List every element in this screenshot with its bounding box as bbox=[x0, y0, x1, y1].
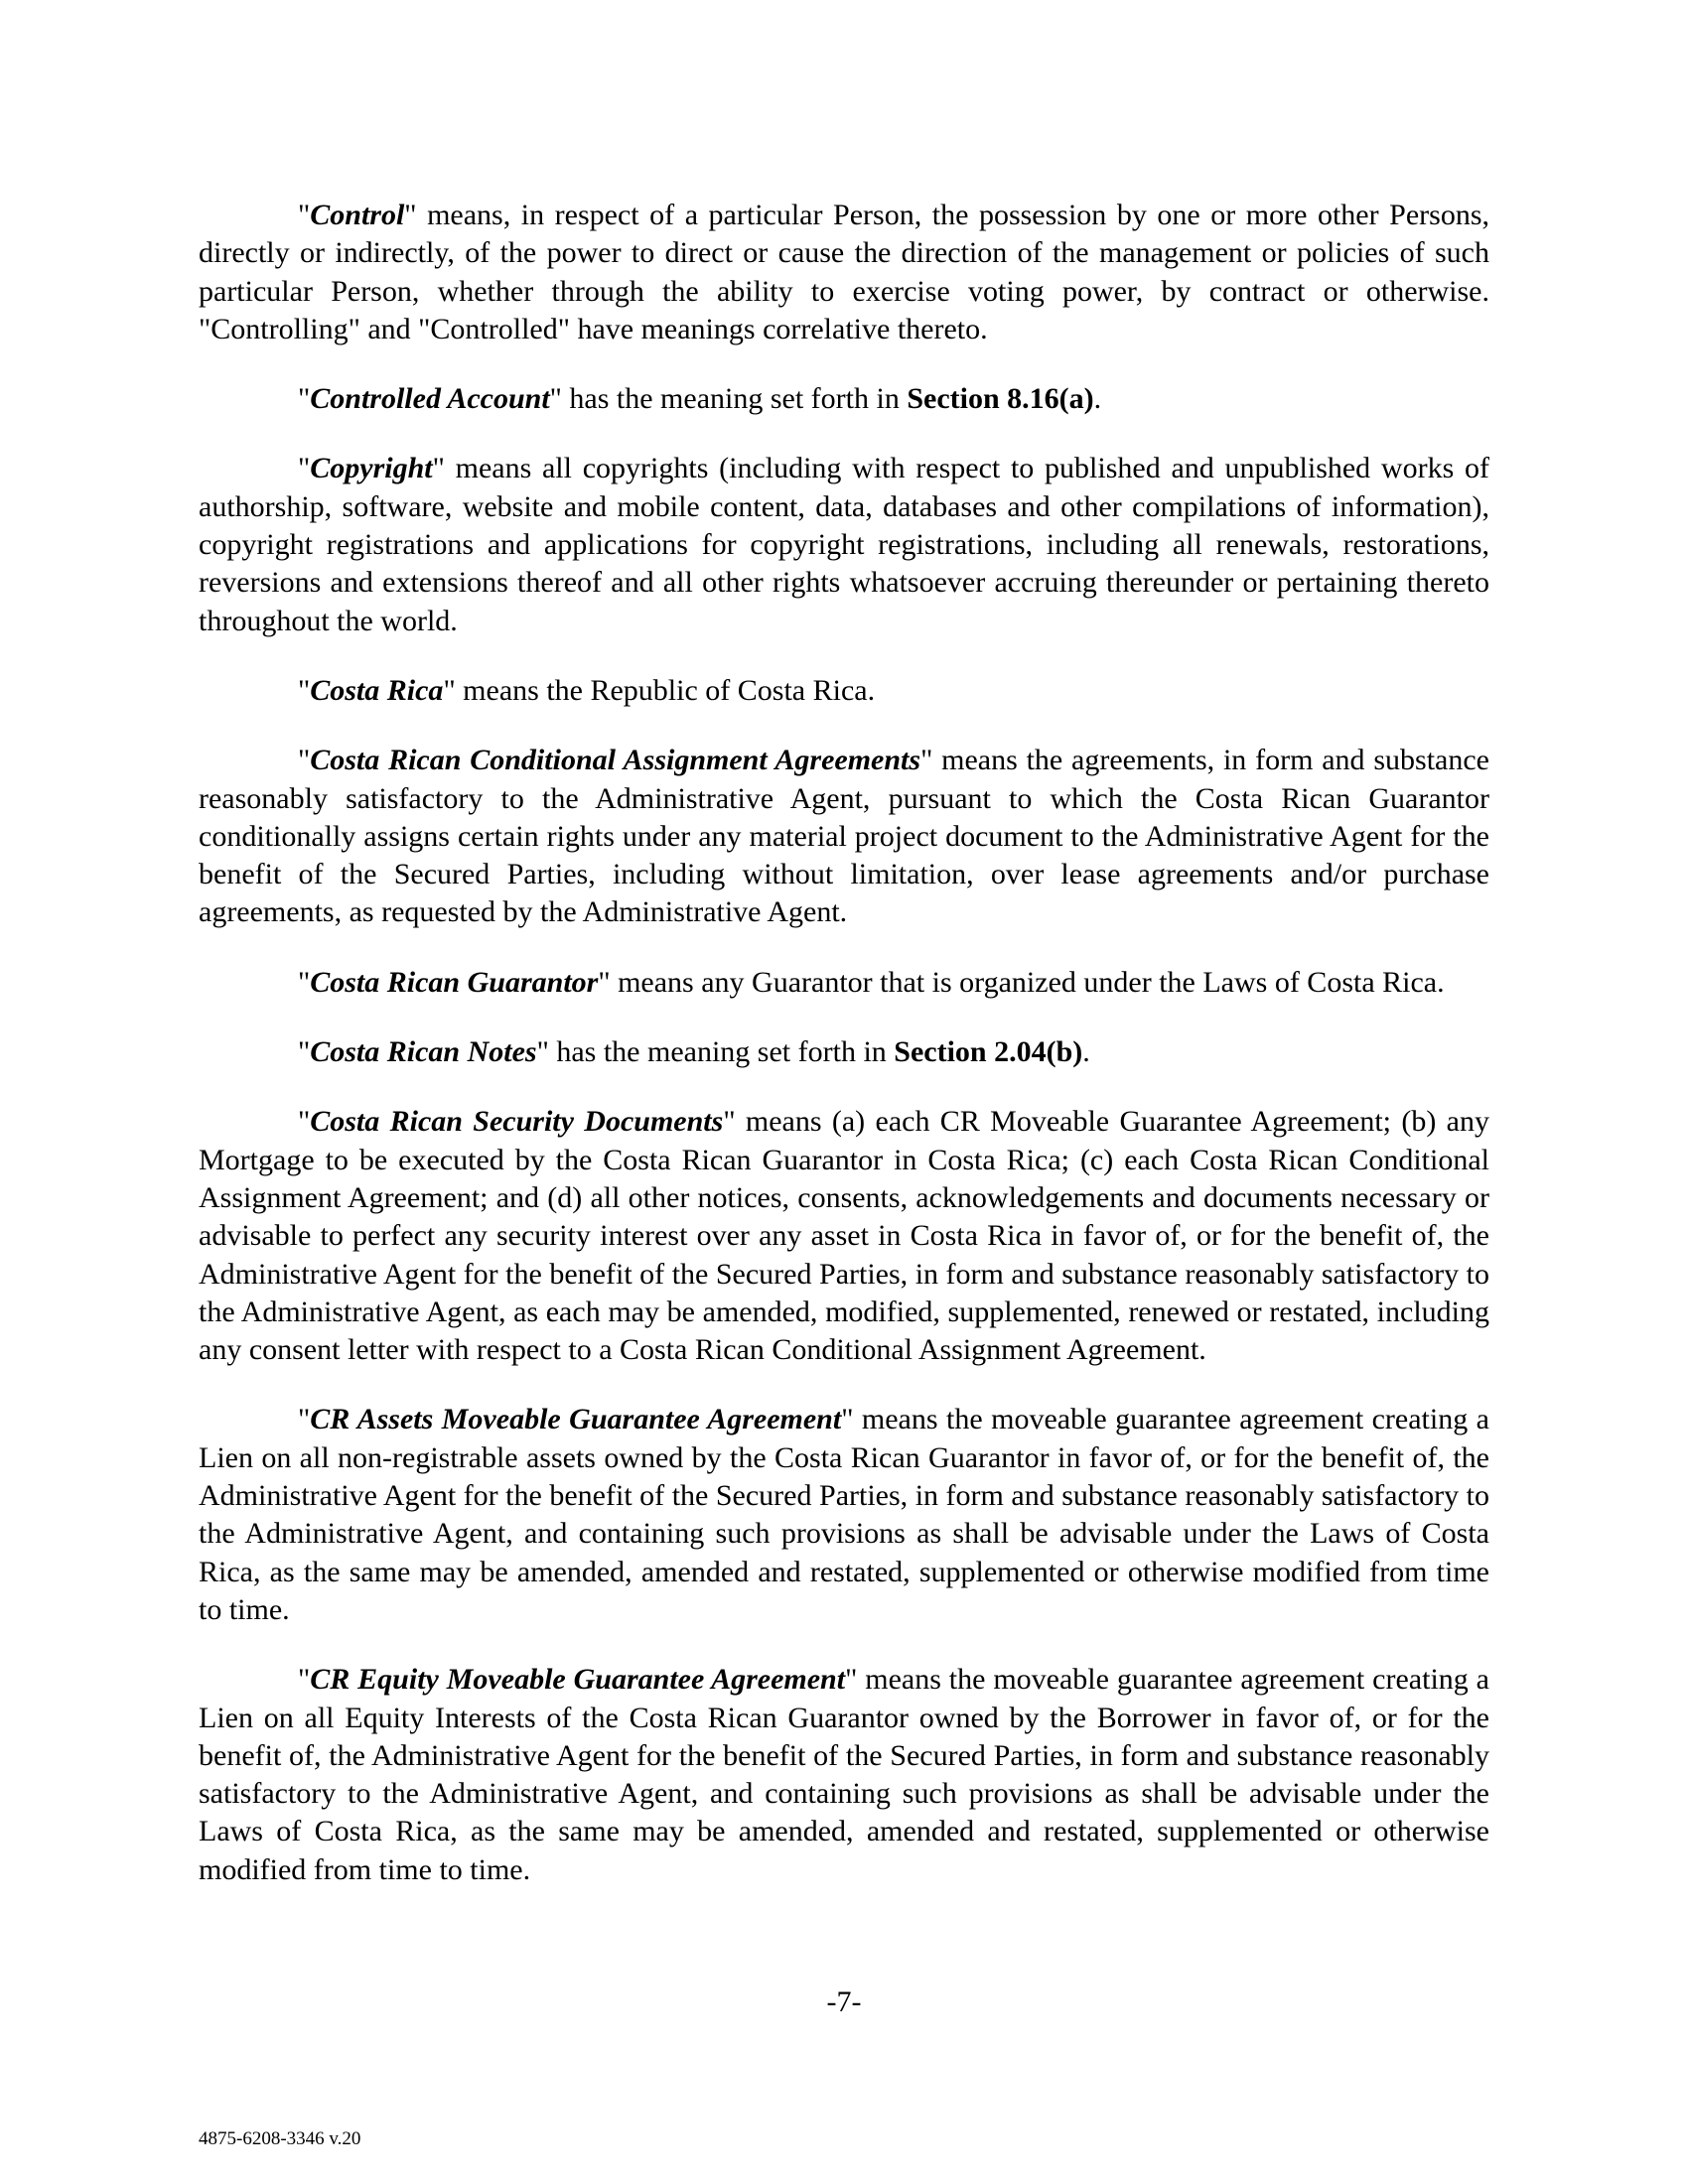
defined-term: Costa Rican Notes bbox=[310, 1035, 537, 1069]
definition-cr-equity-moveable-guarantee-agreement: "CR Equity Moveable Guarantee Agreement" means the moveable guarantee agreement creating a Lien on all Equity Interests of the Costa Rican Guarantor owned by the Borrower in favor of, or for the benefit of, the Administrative Agent for the benefit of the Secured Parties, in form and substance reasonably satisfactory to the Administrative Agent, and containing such provisions as shall be advisable under the Laws of Costa Rica, as the same may be amended, amended and restated, supplemented or otherwise modified from time to time. bbox=[199, 1663, 1489, 1886]
definition-costa-rica: "Costa Rica" means the Republic of Costa Rica. bbox=[298, 673, 876, 707]
defined-term: Costa Rica bbox=[310, 673, 444, 707]
defined-term: Costa Rican Security Documents bbox=[310, 1105, 724, 1139]
document-id: 4875-6208-3346 v.20 bbox=[199, 2128, 361, 2149]
definition-control: "Control" means, in respect of a particular Person, the possession by one or more other Persons, directly or indirectly, of the power to direct or cause the direction of the management or policies of such particular Person, whether through the ability to exercise voting power, by contract or otherwise. "Controlling" and "Controlled" have meanings correlative thereto. bbox=[199, 199, 1489, 345]
definition-copyright: "Copyright" means all copyrights (including with respect to published and unpublished works of authorship, software, website and mobile content, data, databases and other compilations of information), copyright registrations and applications for copyright registrations, including all renewals, restorations, reversions and extensions thereof and all other rights whatsoever accruing thereunder or pertaining thereto throughout the world. bbox=[199, 452, 1489, 637]
definition-costa-rican-guarantor: "Costa Rican Guarantor" means any Guarantor that is organized under the Laws of Costa Rica. bbox=[298, 965, 1445, 999]
defined-term: Copyright bbox=[310, 452, 433, 485]
definition-costa-rican-notes: "Costa Rican Notes" has the meaning set forth in Section 2.04(b). bbox=[298, 1035, 1090, 1069]
definition-controlled-account: "Controlled Account" has the meaning set forth in Section 8.16(a). bbox=[298, 382, 1102, 416]
section-reference: Section 2.04(b) bbox=[894, 1035, 1083, 1069]
defined-term: CR Assets Moveable Guarantee Agreement bbox=[310, 1403, 842, 1436]
defined-term: Costa Rican Conditional Assignment Agreements bbox=[310, 744, 921, 777]
definitions-list bbox=[199, 197, 1489, 1921]
defined-term: Control bbox=[310, 199, 405, 231]
page-number: -7- bbox=[826, 1985, 862, 2018]
definition-costa-rican-security-documents: "Costa Rican Security Documents" means (a) each CR Moveable Guarantee Agreement; (b) any Mortgage to be executed by the Costa Rican Guarantor in Costa Rica; (c) each Costa Rican Conditional Assignment Agreement; and (d) all other notices, consents, acknowledgements and documents necessary or advisable to perfect any security interest over any asset in Costa Rica in favor of, or for the benefit of, the Administrative Agent for the benefit of the Secured Parties, in form and substance reasonably satisfactory to the Administrative Agent, as each may be amended, modified, supplemented, renewed or restated, including any consent letter with respect to a Costa Rican Conditional Assignment Agreement. bbox=[199, 1105, 1489, 1367]
defined-term: Costa Rican Guarantor bbox=[310, 965, 599, 999]
defined-term: Controlled Account bbox=[310, 382, 550, 416]
definition-cr-assets-moveable-guarantee-agreement: "CR Assets Moveable Guarantee Agreement" means the moveable guarantee agreement creating a Lien on all non-registrable assets owned by the Costa Rican Guarantor in favor of, or for the benefit of, the Administrative Agent for the benefit of the Secured Parties, in form and substance reasonably satisfactory to the Administrative Agent, and containing such provisions as shall be advisable under the Laws of Costa Rica, as the same may be amended, amended and restated, supplemented or otherwise modified from time to time. bbox=[199, 1403, 1489, 1626]
defined-term: CR Equity Moveable Guarantee Agreement bbox=[310, 1663, 846, 1697]
section-reference: Section 8.16(a) bbox=[907, 382, 1094, 416]
definition-costa-rican-conditional-assignment-agreements: "Costa Rican Conditional Assignment Agreements" means the agreements, in form and substance reasonably satisfactory to the Administrative Agent, pursuant to which the Costa Rican Guarantor conditionally assigns certain rights under any material project document to the Administrative Agent for the benefit of the Secured Parties, including without limitation, over lease agreements and/or purchase agreements, as requested by the Administrative Agent. bbox=[199, 744, 1489, 929]
